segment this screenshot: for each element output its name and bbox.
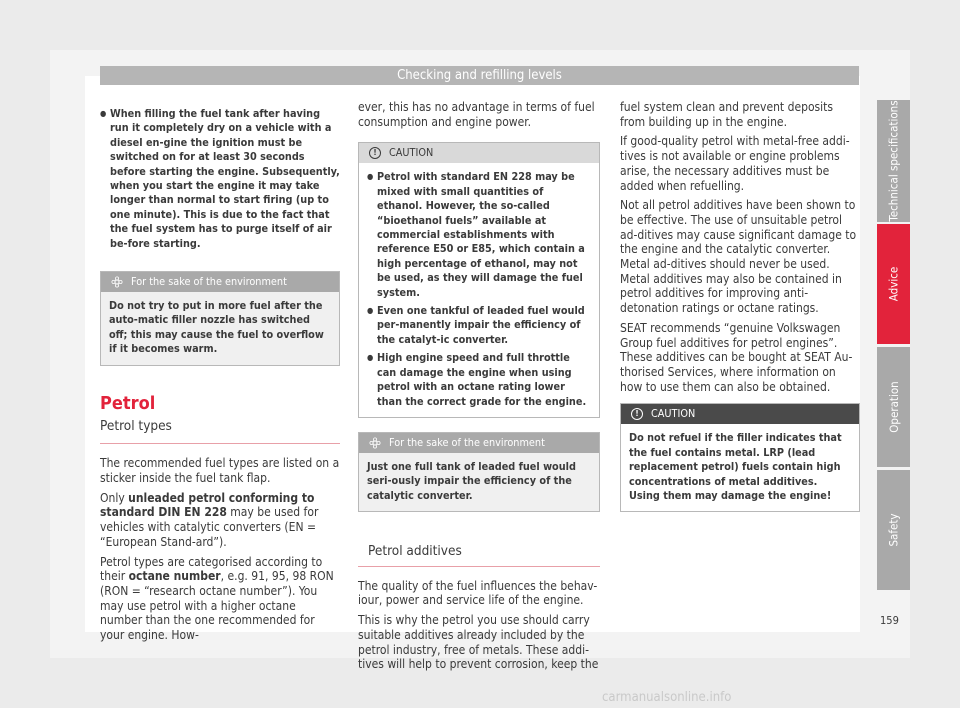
tab-label: Technical specifications [886,100,901,222]
caution-bullet: ● Petrol with standard EN 228 may be mixed with small quantities of ethanol. However, the so-called “bioethanol fuels” available at commercial establishments with reference E50 or E85, which contain a high percentage of ethanol, may not be used, as they will damage the fuel system. [367,170,591,300]
subsection-petrol-types: Petrol types [100,417,172,434]
paragraph-unleaded [100,491,340,550]
caution-bullet: ● Even one tankful of leaded fuel would per-manently impair the efficiency of the catalyt-ic converter. [367,304,591,347]
tab-technical-specifications[interactable] [877,100,910,222]
page-number: 159 [880,614,899,627]
paragraph-no-advantage: ever, this has no advantage in terms of fuel consumption and engine power. [358,100,595,129]
paragraph-fuel-sticker: The recommended fuel types are listed on a sticker inside the fuel tank flap. [100,456,340,485]
bold-fragment: octane number [128,569,221,584]
environment-note-2-text: Just one full tank of leaded fuel would seri-ously impair the efficiency of the catalytic converter. [359,453,599,511]
bold-fragment: unleaded petrol conforming to standard DIN EN 228 [100,490,315,520]
caution-box-2-header [621,404,859,424]
section-title-petrol: Petrol [100,392,156,414]
column-2 [358,100,600,677]
tab-label: Safety [886,513,901,547]
caution-2-text: Do not refuel if the filler indicates that the fuel contains metal. LRP (lead replacement petrol) fuels contain high concentrations of metal additives. Using them may damage the engine! [629,431,842,502]
environment-note-header [101,272,339,292]
warning-bullet: ● When filling the fuel tank after having run it completely dry on a vehicle with a diesel en-gine the ignition must be switched on for at least 30 seconds before starting the engine. Subsequently, when you start the engine it may take longer than normal to start firing (up to one minute). This is due to the fact that the fuel system has to purge itself of air be-fore starting. [100,107,340,251]
paragraph-metal-free: If good-quality petrol with metal-free addi-tives is not available or engine problems arise, the necessary additives must be added when refuelling. [620,134,850,193]
paragraph-fuel-quality: The quality of the fuel influences the behav-iour, power and service life of the engine. [358,578,598,608]
caution-box-header [359,143,599,163]
paragraph-octane [100,555,340,643]
caution-icon: ! [631,408,643,420]
caution-body [359,163,599,417]
environment-note-2-title: For the sake of the environment [389,435,545,449]
paragraph-seat-recommends: SEAT recommends “genuine Volkswagen Group fuel additives for petrol engines”. These additives can be bought at SEAT Au-thorised Services, where information on how to use them can also be obtained. [620,320,853,394]
environment-note-2 [358,432,600,512]
subsection-divider [100,443,340,444]
environment-note-2-header [359,433,599,453]
page-header: Checking and refilling levels [100,66,859,85]
caution-bullet: ● High engine speed and full throttle can damage the engine when using petrol with an octane rating lower than the correct grade for the engine. [367,351,591,409]
caution-box [358,142,600,418]
environment-note [100,271,340,366]
paragraph-fuel-system-clean: fuel system clean and prevent deposits from building up in the engine. [620,100,834,129]
caution-box-2 [620,403,860,512]
environment-note-text: Do not try to put in more fuel after the auto-matic filler nozzle has switched off; this may cause the fuel to overflow if it becomes warm. [101,292,339,365]
footer-watermark: carmanualsonline.info [602,690,732,705]
column-3 [620,100,860,512]
tab-safety[interactable] [877,470,910,590]
text-fragment: Petrol types are categorised according to their [100,554,323,584]
tab-label: Advice [886,266,901,302]
text-fragment: may be used for vehicles with catalytic converters (EN = “European Stand-ard”). [100,505,319,549]
subsection-petrol-additives: Petrol additives [368,543,462,560]
tab-operation[interactable] [877,347,910,467]
tab-label: Operation [886,381,901,433]
text-fragment: Only [100,490,129,505]
text-fragment: , e.g. 91, 95, 98 RON (RON = “research octane number”). You may use petrol with a higher octane number than the one recommended for your engine. How- [100,569,334,643]
paragraph-additives: This is why the petrol you use should carry suitable additives already included by the petrol industry, free of metals. These addi-tives will help to prevent corrosion, keep the [358,613,599,672]
tab-advice[interactable] [877,224,910,344]
environment-icon [111,276,123,288]
environment-icon [369,437,381,449]
subsection-divider [358,566,600,567]
column-1 [100,100,340,648]
caution-icon: ! [369,147,381,159]
caution-title: CAUTION [389,146,434,160]
paragraph-unsuitable-additives: Not all petrol additives have been shown to be effective. The use of unsuitable petrol ad-ditives may cause significant damage to the engine and the catalytic converter. Metal ad-ditives should never be used. Metal additives may also be contained in petrol additives for improving anti-detonation ratings or octane ratings. [620,198,857,316]
caution-title-2: CAUTION [651,407,696,421]
environment-note-title: For the sake of the environment [131,275,287,289]
